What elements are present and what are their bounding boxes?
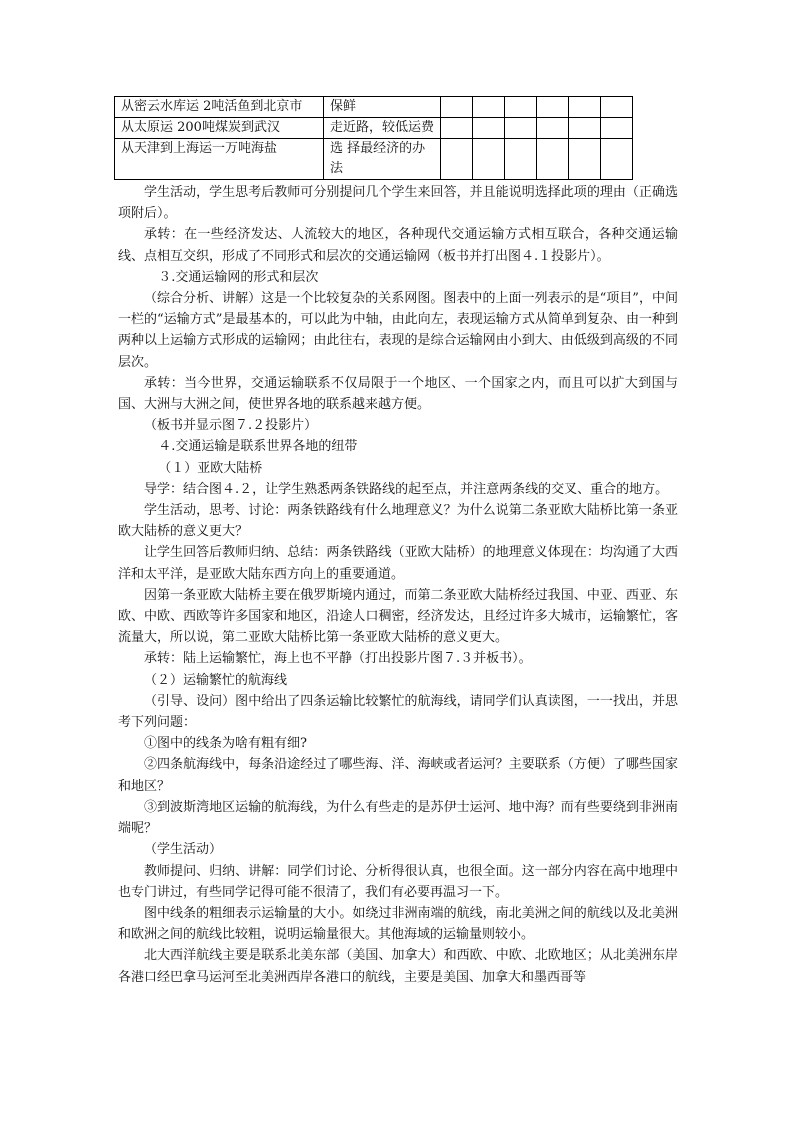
empty-cell	[473, 118, 505, 139]
empty-cell	[537, 118, 569, 139]
task-cell: 从太原运 200吨煤炭到武汉	[115, 118, 324, 139]
reason-cell: 选 择最经济的办法	[324, 139, 441, 180]
empty-cell	[441, 118, 473, 139]
empty-cell	[601, 139, 633, 180]
paragraph: 承转：陆上运输繁忙，海上也不平静（打出投影片图７.３并板书）。	[144, 651, 532, 667]
paragraph: （学生活动）	[144, 842, 223, 858]
empty-cell	[569, 139, 601, 180]
empty-cell	[473, 97, 505, 118]
question-item: ③到波斯湾地区运输的航海线，为什么有些走的是苏伊士运河、地中海？而有些要绕到非洲南端呢？	[118, 799, 678, 837]
empty-cell	[505, 139, 537, 180]
table-row	[115, 97, 633, 118]
empty-cell	[601, 118, 633, 139]
empty-cell	[505, 97, 537, 118]
paragraph: （引导、设问）图中给出了四条运输比较繁忙的航海线，请同学们认真读图，一一找出，并思考下列问题：	[118, 693, 678, 731]
paragraph: 承转：在一些经济发达、人流较大的地区，各种现代交通运输方式相互联合，各种交通运输线、点相互交织，形成了不同形式和层次的交通运输网（板书并打出图４.１投影片）。	[118, 227, 678, 264]
question-item: ②四条航海线中，每条沿途经过了哪些海、洋、海峡或者运河？主要联系（方便）了哪些国家和地区？	[118, 757, 678, 794]
paragraph: （板书并显示图７.２投影片）	[144, 418, 318, 434]
paragraph: （综合分析、讲解）这是一个比较复杂的关系网图。图表中的上面一列表示的是“项目”，中间一栏的“运输方式”是最基本的，可以此为中轴，由此向左，表现运输方式从简单到复杂、由一种到两种以上运输方式形成的运输网；由此往右，表现的是综合运输网由小到大、由低级到高级的不同层次。	[118, 291, 678, 370]
empty-cell	[441, 139, 473, 180]
empty-cell	[473, 139, 505, 180]
reason-cell: 走近路，较低运费	[324, 118, 441, 139]
empty-cell	[441, 97, 473, 118]
empty-cell	[601, 97, 633, 118]
task-cell: 从天津到上海运一万吨海盐	[115, 139, 324, 180]
reason-cell: 保鲜	[324, 97, 441, 118]
paragraph: 让学生回答后教师归纳、总结：两条铁路线（亚欧大陆桥）的地理意义体现在：均沟通了大西洋和太平洋，是亚欧大陆东西方向上的重要通道。	[118, 545, 678, 582]
question-item: ①图中的线条为啥有粗有细?	[144, 736, 307, 752]
section-heading: ３.交通运输网的形式和层次	[158, 269, 319, 285]
paragraph: 学生活动，学生思考后教师可分别提问几个学生来回答，并且能说明选择此项的理由（正确选项附后）。	[118, 185, 678, 222]
empty-cell	[537, 97, 569, 118]
task-cell: 从密云水库运 2吨活鱼到北京市	[115, 97, 324, 118]
section-heading: ４.交通运输是联系世界各地的纽带	[158, 439, 358, 455]
table-row	[115, 139, 633, 180]
empty-cell	[537, 139, 569, 180]
lesson-body	[118, 182, 678, 988]
paragraph: 承转：当今世界，交通运输联系不仅局限于一个地区、一个国家之内，而且可以扩大到国与国、大洲与大洲之间，使世界各地的联系越来越方便。	[118, 375, 678, 413]
paragraph: 因第一条亚欧大陆桥主要在俄罗斯境内通过，而第二条亚欧大陆桥经过我国、中亚、西亚、东欧、中欧、西欧等许多国家和地区，沿途人口稠密，经济发达，且经过许多大城市，运输繁忙，客流量大，所以说，第二亚欧大陆桥比第一条亚欧大陆桥的意义更大。	[118, 587, 678, 646]
subsection-heading: （２）运输繁忙的航海线	[144, 672, 288, 688]
paragraph: 图中线条的粗细表示运输量的大小。如绕过非洲南端的航线，南北美洲之间的航线以及北美洲和欧洲之间的航线比较粗，说明运输量很大。其他海域的运输量则较小。	[118, 905, 678, 943]
empty-cell	[505, 118, 537, 139]
paragraph: 导学：结合图４.２，让学生熟悉两条铁路线的起至点，并注意两条线的交叉、重合的地方。	[144, 481, 669, 497]
paragraph: 北大西洋航线主要是联系北美东部（美国、加拿大）和西欧、中欧、北欧地区；从北美洲东岸各港口经巴拿马运河至北美洲西岸各港口的航线，主要是美国、加拿大和墨西哥等	[118, 948, 678, 985]
subsection-heading: （１）亚欧大陆桥	[158, 460, 263, 476]
empty-cell	[569, 97, 601, 118]
paragraph: 教师提问、归纳、讲解：同学们讨论、分析得很认真，也很全面。这一部分内容在高中地理中也专门讲过，有些同学记得可能不很清了，我们有必要再温习一下。	[118, 863, 678, 900]
transport-choice-table	[114, 96, 633, 180]
empty-cell	[569, 118, 601, 139]
table-row	[115, 118, 633, 139]
paragraph: 学生活动，思考、讨论：两条铁路线有什么地理意义？为什么说第二条亚欧大陆桥比第一条亚欧大陆桥的意义更大？	[118, 503, 678, 540]
